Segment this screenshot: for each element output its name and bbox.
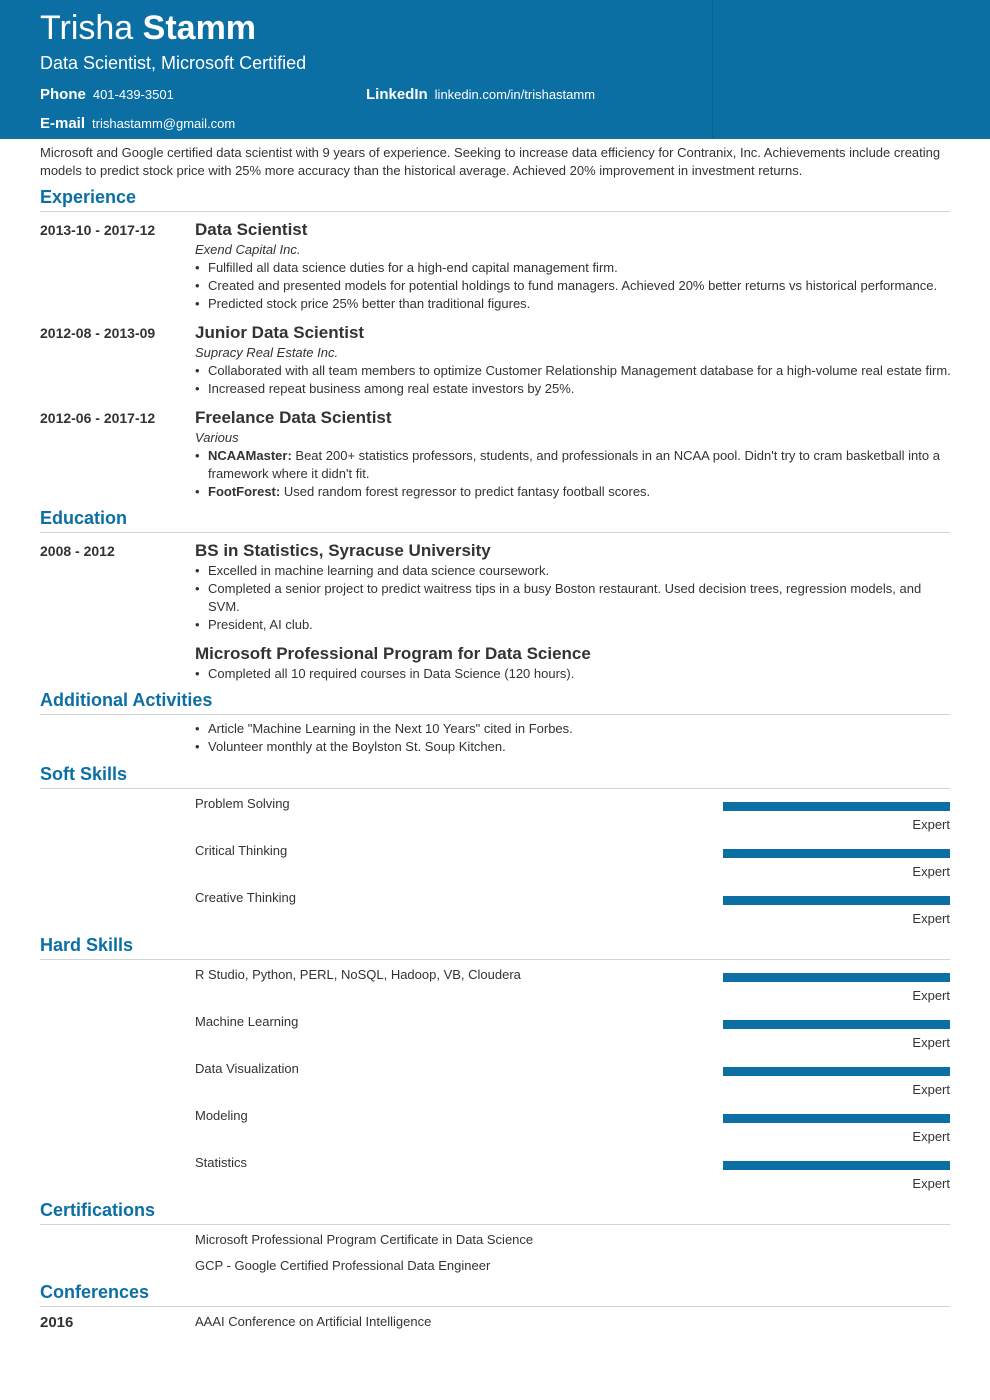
bullet-item: • Collaborated with all team members to optimize Customer Relationship Management database for a high-volume real estate firm. — [195, 362, 955, 380]
bullet-item: • Article "Machine Learning in the Next 10 Years" cited in Forbes. — [195, 720, 955, 738]
section-title-certifications: Certifications — [40, 1199, 950, 1225]
linkedin-label: LinkedIn — [366, 86, 428, 103]
skill-level-bar — [723, 1114, 950, 1123]
section-title-experience: Experience — [40, 186, 950, 212]
bullet-item: • Fulfilled all data science duties for a high-end capital management firm. — [195, 259, 955, 277]
skill-level-label: Expert — [912, 911, 950, 926]
experience-date: 2012-06 - 2017-12 — [40, 410, 156, 426]
bullet-item — [195, 447, 955, 483]
section-title-education: Education — [40, 507, 950, 533]
employer: Exend Capital Inc. — [195, 242, 301, 257]
bullet-item: • Increased repeat business among real estate investors by 25%. — [195, 380, 955, 398]
program-title: Microsoft Professional Program for Data Science — [195, 644, 591, 663]
skill-level-fill — [723, 1067, 950, 1076]
contact-linkedin — [366, 86, 595, 103]
skill-name: Modeling — [195, 1108, 248, 1123]
bullet-item: • Completed a senior project to predict waitress tips in a busy Boston restaurant. Used decision trees, regression models, and SVM. — [195, 580, 955, 616]
first-name: Trisha — [40, 9, 134, 47]
skill-name: Data Visualization — [195, 1061, 299, 1076]
skill-level-label: Expert — [912, 1129, 950, 1144]
bullet-list — [195, 362, 955, 398]
skill-level-label: Expert — [912, 1082, 950, 1097]
phone-label: Phone — [40, 86, 86, 103]
skill-name: Statistics — [195, 1155, 248, 1170]
bullet-list — [195, 259, 955, 313]
bullet-item: • Created and presented models for potential holdings to fund managers. Achieved 20% better returns vs historical performance. — [195, 277, 955, 295]
experience-date: 2012-08 - 2013-09 — [40, 325, 156, 341]
employer: Various — [195, 430, 239, 445]
skill-level-bar — [723, 849, 950, 858]
summary: Microsoft and Google certified data scientist with 9 years of experience. Seeking to increase data efficiency for Contranix, Inc. Achievements include creating models to predict stock price with 25% more accuracy than the historical average. Achieved 20% improvement in investment returns. — [40, 145, 941, 178]
activities-entry — [195, 720, 955, 756]
skill-level-bar — [723, 802, 950, 811]
project-name: FootForest: — [208, 484, 281, 499]
skill-name: Machine Learning — [195, 1014, 299, 1029]
skill-level-fill — [723, 896, 950, 905]
linkedin-link[interactable]: linkedin.com/in/trishastamm — [434, 87, 596, 102]
skill-level-fill — [723, 973, 950, 982]
conference-year: 2016 — [40, 1314, 74, 1331]
section-title-conferences: Conferences — [40, 1281, 950, 1307]
degree-title: BS in Statistics, Syracuse University — [195, 541, 491, 560]
skill-name: R Studio, Python, PERL, NoSQL, Hadoop, VB, Cloudera — [195, 967, 521, 982]
experience-date: 2013-10 - 2017-12 — [40, 222, 156, 238]
project-description: Beat 200+ statistics professors, students, and professionals in an NCAA pool. Didn't try to cram basketball into a framework where it didn't fit. — [208, 448, 940, 481]
skill-level-label: Expert — [912, 988, 950, 1003]
certification-item: Microsoft Professional Program Certificate in Data Science — [195, 1232, 534, 1247]
bullet-list — [195, 562, 955, 634]
skill-level-bar — [723, 1020, 950, 1029]
bullet-item: • Predicted stock price 25% better than traditional figures. — [195, 295, 955, 313]
education-date: 2008 - 2012 — [40, 543, 115, 559]
employer: Supracy Real Estate Inc. — [195, 345, 339, 360]
skill-level-fill — [723, 1161, 950, 1170]
email-label: E-mail — [40, 115, 86, 132]
experience-entry — [195, 219, 955, 313]
bullet-item: • Excelled in machine learning and data science coursework. — [195, 562, 955, 580]
skill-level-bar — [723, 1067, 950, 1076]
skill-name: Creative Thinking — [195, 890, 296, 905]
project-description: Used random forest regressor to predict fantasy football scores. — [280, 484, 651, 499]
bullet-item — [195, 483, 955, 501]
header-divider — [712, 0, 713, 139]
contact-email — [40, 115, 235, 132]
skill-name: Problem Solving — [195, 796, 290, 811]
education-entry — [195, 643, 955, 683]
skill-level-label: Expert — [912, 864, 950, 879]
bullet-item: • Completed all 10 required courses in Data Science (120 hours). — [195, 665, 955, 683]
job-title: Junior Data Scientist — [195, 323, 365, 342]
skill-level-fill — [723, 1020, 950, 1029]
job-title: Freelance Data Scientist — [195, 408, 392, 427]
headline: Data Scientist, Microsoft Certified — [40, 53, 307, 73]
job-title: Data Scientist — [195, 220, 308, 239]
skill-level-bar — [723, 1161, 950, 1170]
phone-value: 401-439-3501 — [92, 87, 174, 102]
resume-header — [0, 0, 990, 139]
certification-item: GCP - Google Certified Professional Data Engineer — [195, 1258, 491, 1273]
education-entry — [195, 540, 955, 634]
skill-level-label: Expert — [912, 817, 950, 832]
skill-name: Critical Thinking — [195, 843, 288, 858]
bullet-item: • Volunteer monthly at the Boylston St. Soup Kitchen. — [195, 738, 955, 756]
skill-level-bar — [723, 973, 950, 982]
bullet-list — [195, 665, 955, 683]
section-title-activities: Additional Activities — [40, 689, 950, 715]
bullet-list — [195, 720, 955, 756]
skill-level-fill — [723, 1114, 950, 1123]
skill-level-label: Expert — [912, 1035, 950, 1050]
candidate-name — [40, 8, 256, 48]
section-title-soft-skills: Soft Skills — [40, 763, 950, 789]
conference-name: AAAI Conference on Artificial Intelligence — [195, 1314, 432, 1329]
section-title-hard-skills: Hard Skills — [40, 934, 950, 960]
contact-phone — [40, 86, 174, 103]
skill-level-fill — [723, 849, 950, 858]
email-link[interactable]: trishastamm@gmail.com — [92, 116, 236, 131]
project-name: NCAAMaster: — [208, 448, 292, 463]
experience-entry — [195, 407, 955, 501]
experience-entry — [195, 322, 955, 398]
bullet-item: • President, AI club. — [195, 616, 955, 634]
skill-level-bar — [723, 896, 950, 905]
skill-level-fill — [723, 802, 950, 811]
last-name: Stamm — [142, 9, 257, 47]
skill-level-label: Expert — [912, 1176, 950, 1191]
bullet-list — [195, 447, 955, 501]
